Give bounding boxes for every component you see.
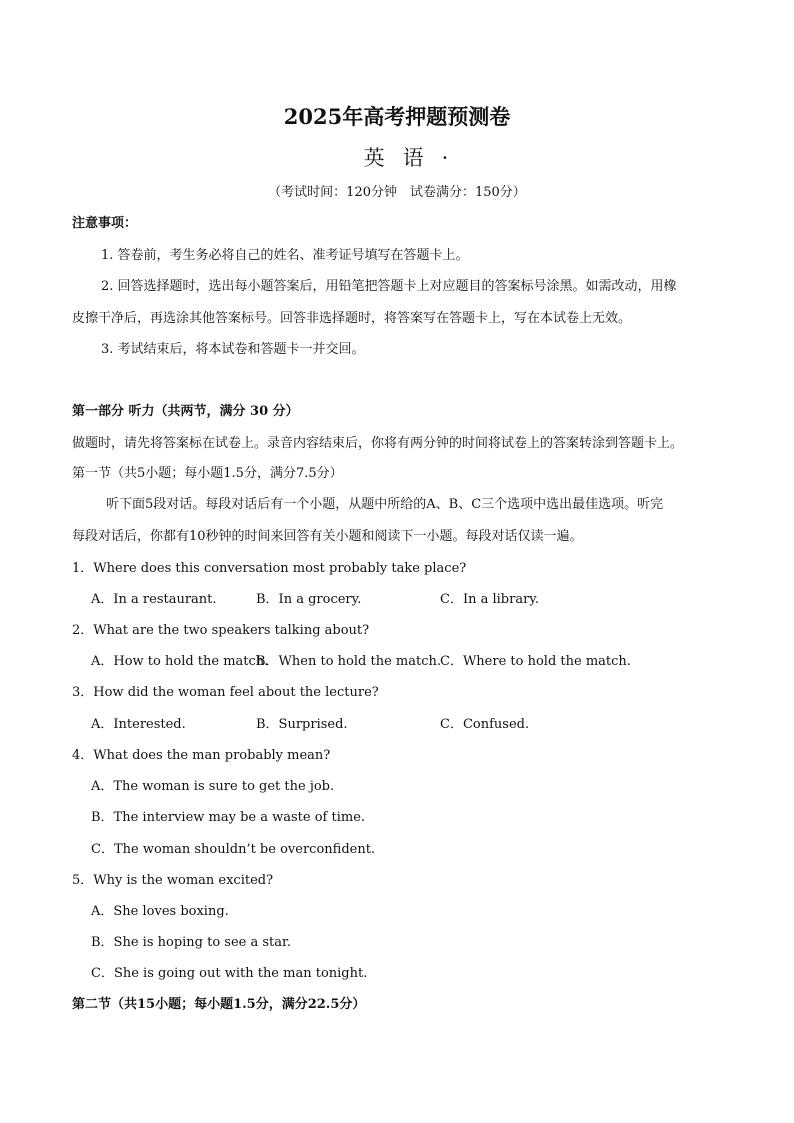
question-stem: 2．What are the two speakers talking about?	[72, 623, 370, 638]
option-a: A．How to hold the match.	[91, 654, 269, 669]
question-stem: 3．How did the woman feel about the lecture?	[72, 685, 379, 700]
option-a: A．She loves boxing.	[91, 904, 229, 919]
option-a: A．In a restaurant.	[91, 592, 217, 607]
option-b: B．When to hold the match.	[256, 654, 441, 669]
question-stem: 5．Why is the woman excited?	[72, 873, 274, 888]
subject-title: 英语·	[363, 146, 467, 170]
part1-instruction: 做题时，请先将答案标在试卷上。录音内容结束后，你将有两分钟的时间将试卷上的答案转涂到答题卡上。	[72, 436, 684, 451]
option-c: C．In a library.	[440, 592, 540, 607]
notes-item-2-line-2: 皮擦干净后，再选涂其他答案标号。回答非选择题时，将答案写在答题卡上，写在本试卷上无效。	[72, 311, 632, 326]
question-stem: 1．Where does this conversation most probably take place?	[72, 561, 467, 576]
option-b: B．In a grocery.	[256, 592, 362, 607]
section1-heading: 第一节（共5小题；每小题1.5分，满分7.5分）	[72, 466, 343, 481]
option-a: A．Interested.	[91, 717, 186, 732]
notes-item-2-line-1: 2. 回答选择题时，选出每小题答案后，用铅笔把答题卡上对应题目的答案标号涂黑。如需改动，用橡	[101, 279, 677, 294]
notes-item-1: 1. 答卷前，考生务必将自己的姓名、准考证号填写在答题卡上。	[101, 248, 469, 263]
option-c: C．Where to hold the match.	[440, 654, 631, 669]
option-c: C．She is going out with the man tonight.	[91, 966, 368, 981]
section1-instruction-line-1: 听下面5段对话。每段对话后有一个小题，从题中所给的A、B、C三个选项中选出最佳选项。听完	[106, 497, 664, 512]
question-stem: 4．What does the man probably mean?	[72, 748, 331, 763]
exam-info: （考试时间：120分钟 试卷满分：150分）	[268, 185, 526, 200]
option-b: B．Surprised.	[256, 717, 348, 732]
option-c: C．The woman shouldn’t be overconfident.	[91, 842, 376, 857]
notes-item-3: 3. 考试结束后，将本试卷和答题卡一并交回。	[101, 342, 365, 357]
part1-heading: 第一部分 听力（共两节，满分 30 分）	[72, 404, 299, 419]
option-b: B．The interview may be a waste of time.	[91, 810, 366, 825]
page-title: 2025年高考押题预测卷	[283, 104, 511, 129]
section2-heading: 第二节（共15小题；每小题1.5分，满分22.5分）	[72, 997, 366, 1012]
section1-instruction-line-2: 每段对话后，你都有10秒钟的时间来回答有关小题和阅读下一小题。每段对话仅读一遍。	[72, 529, 583, 544]
option-a: A．The woman is sure to get the job.	[91, 779, 335, 794]
option-c: C．Confused.	[440, 717, 530, 732]
option-b: B．She is hoping to see a star.	[91, 935, 291, 950]
notes-heading: 注意事项：	[72, 216, 138, 231]
